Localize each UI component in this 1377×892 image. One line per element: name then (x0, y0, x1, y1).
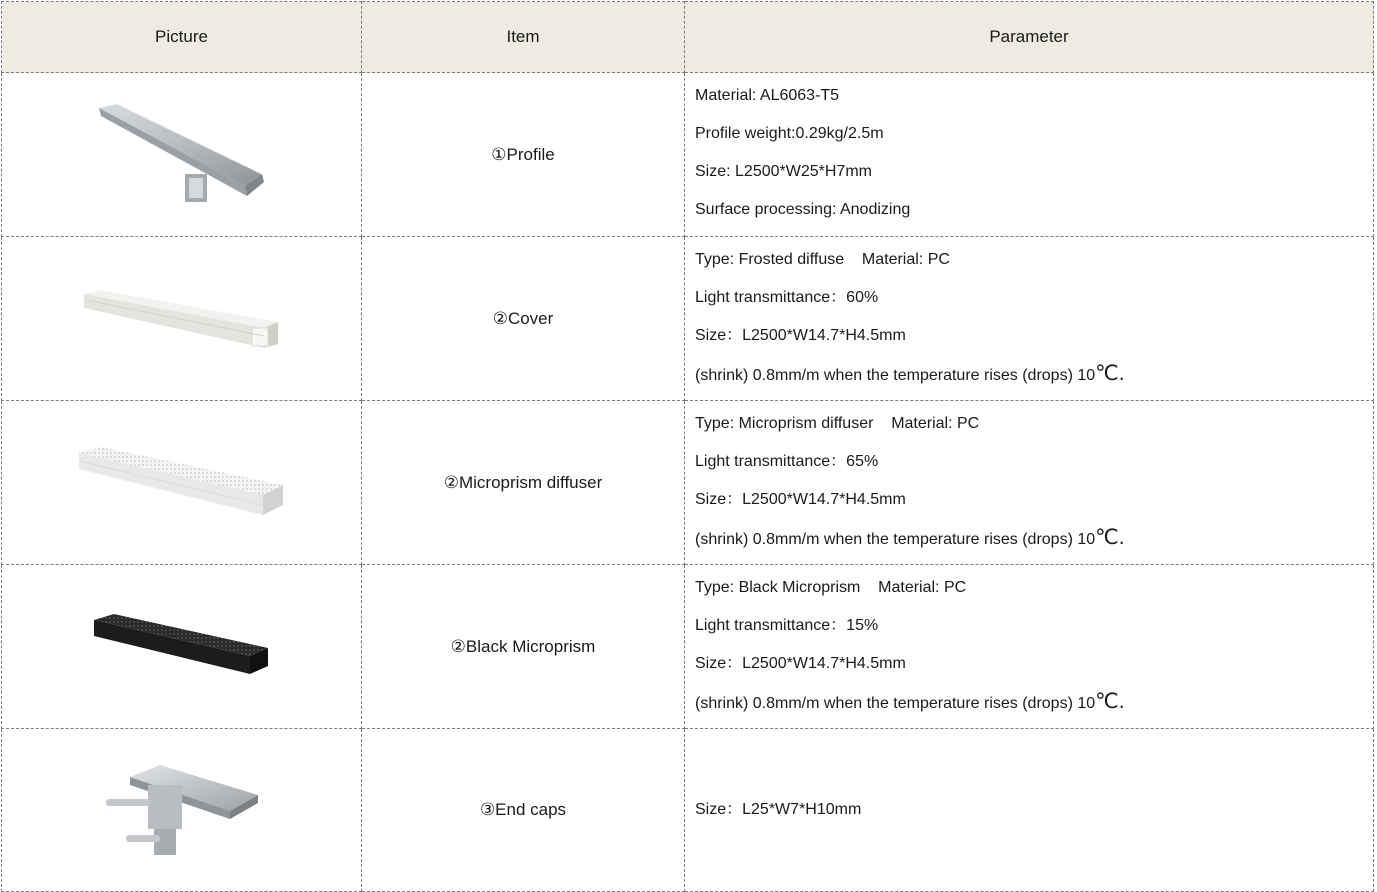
header-picture: Picture (2, 2, 362, 73)
table-row (2, 73, 1374, 237)
param-transmittance: Light transmittance：65% (695, 453, 879, 470)
item-cell: ①Profile (362, 73, 685, 237)
header-parameter: Parameter (685, 2, 1374, 73)
spec-table (1, 1, 1374, 892)
item-cell: ②Cover (362, 237, 685, 401)
param-type: Type: Black Microprism Material: PC (695, 579, 967, 596)
param-shrink: (shrink) 0.8mm/m when the temperature rises (drops) 10℃. (695, 526, 1125, 549)
param-surface: Surface processing: Anodizing (695, 201, 911, 218)
param-size: Size：L2500*W14.7*H4.5mm (695, 327, 906, 344)
parameter-cell (685, 565, 1374, 729)
param-transmittance: Light transmittance：60% (695, 289, 879, 306)
param-material: Material: AL6063-T5 (695, 87, 840, 104)
picture-cell (2, 237, 362, 401)
parameter-cell (685, 237, 1374, 401)
param-shrink: (shrink) 0.8mm/m when the temperature rises (drops) 10℃. (695, 362, 1125, 385)
parameter-cell (685, 401, 1374, 565)
parameter-cell (685, 729, 1374, 892)
item-cell: ②Microprism diffuser (362, 401, 685, 565)
param-weight: Profile weight:0.29kg/2.5m (695, 125, 884, 142)
param-size: Size：L2500*W14.7*H4.5mm (695, 491, 906, 508)
picture-cell (2, 565, 362, 729)
header-item: Item (362, 2, 685, 73)
item-cell: ②Black Microprism (362, 565, 685, 729)
end-caps-image (102, 755, 262, 865)
picture-cell (2, 729, 362, 892)
microprism-diffuser-image (77, 443, 287, 523)
table-row (2, 729, 1374, 892)
param-type: Type: Microprism diffuser Material: PC (695, 415, 980, 432)
param-size: Size：L25*W7*H10mm (695, 801, 862, 818)
aluminum-profile-image (97, 100, 267, 210)
parameter-cell (685, 73, 1374, 237)
black-microprism-image (92, 612, 272, 682)
picture-cell (2, 401, 362, 565)
param-size: Size：L2500*W14.7*H4.5mm (695, 655, 906, 672)
item-cell: ③End caps (362, 729, 685, 892)
table-row (2, 237, 1374, 401)
table-row (2, 401, 1374, 565)
frosted-cover-image (82, 284, 282, 354)
picture-cell (2, 73, 362, 237)
header-row (2, 2, 1374, 73)
param-type: Type: Frosted diffuse Material: PC (695, 251, 950, 268)
param-shrink: (shrink) 0.8mm/m when the temperature rises (drops) 10℃. (695, 690, 1125, 713)
param-transmittance: Light transmittance：15% (695, 617, 879, 634)
table-row (2, 565, 1374, 729)
param-size: Size: L2500*W25*H7mm (695, 163, 872, 180)
